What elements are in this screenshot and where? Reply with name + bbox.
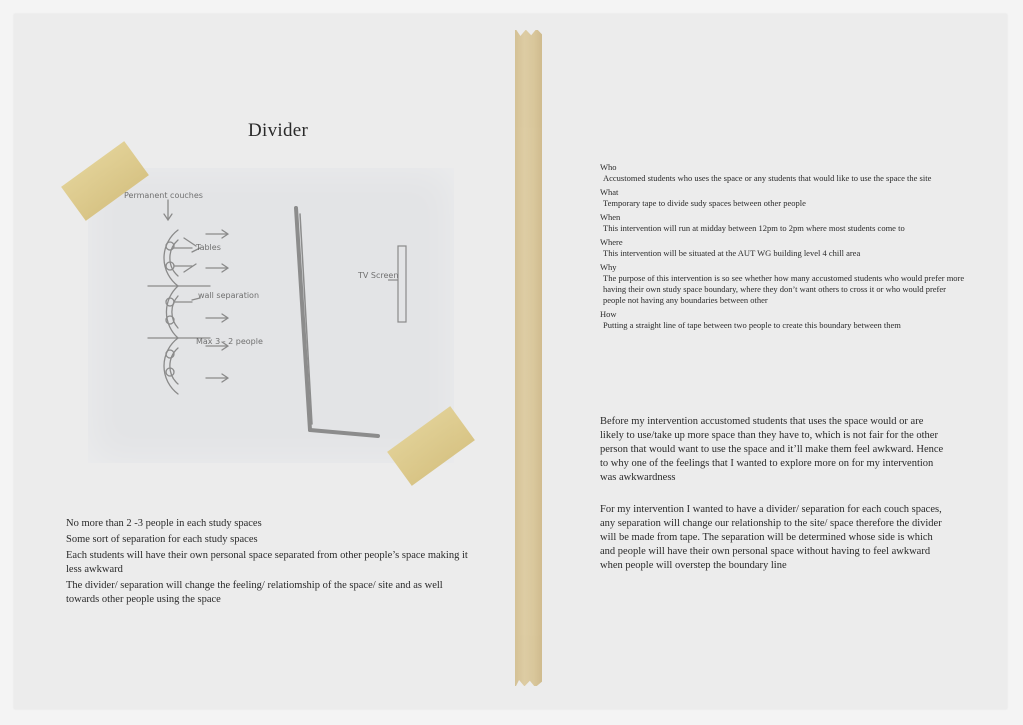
qa-question-where: Where (600, 237, 623, 247)
sketch-label-couches: Permanent couches (124, 191, 203, 200)
sketch-label-wall: wall separation (198, 291, 260, 300)
qa-question-how: How (600, 309, 617, 319)
qa-question-what: What (600, 187, 619, 197)
notes-list (66, 517, 476, 609)
qa-question-when: When (600, 212, 621, 222)
floorplan-sketch (88, 168, 454, 463)
paragraph-intervention: For my intervention I wanted to have a divider/ separation for each couch spaces, any separation will change our relationship to the site/ space therefore the divider will be made from tape. The separation will be determined whose side is which and people will have their own personal space without having to feel awkward when people will overstep the boundary line (600, 504, 942, 571)
note-item: Each students will have their own personal space separated from other people’s space making it less awkward (66, 550, 468, 575)
qa-answer-where: This intervention will be situated at the AUT WG building level 4 chill area (603, 248, 861, 258)
note-item: Some sort of separation for each study spaces (66, 534, 258, 545)
sketch-label-tv: TV Screen (358, 271, 399, 280)
paragraph-before-intervention: Before my intervention accustomed students that uses the space would or are likely to use/take up more space than they have to, which is not fair for the other person that would want to use the space and it’ll make them feel awkward. Hence to why one of the feelings that I wanted to explore more on for my intervention was awkwardness (600, 416, 944, 483)
qa-answer-how: Putting a straight line of tape between two people to create this boundary between them (603, 320, 901, 330)
sketch-label-max: Max 3 - 2 people (196, 337, 263, 346)
qa-answer-why: The purpose of this intervention is so see whether how many accustomed students who would prefer more having their own study space boundary, where they don’t want others to cross it or who would prefer people not having any boundaries between other (603, 273, 965, 305)
note-item: No more than 2 -3 people in each study spaces (66, 518, 262, 529)
page-title: Divider (248, 120, 309, 141)
qa-question-why: Why (600, 262, 617, 272)
intervention-qa (600, 159, 970, 334)
qa-question-who: Who (600, 162, 617, 172)
qa-answer-who: Accustomed students who uses the space or any students that would like to use the space the site (603, 173, 932, 183)
masking-tape-strip (515, 30, 542, 686)
sketch-label-tables: Tables (196, 243, 221, 252)
qa-answer-when: This intervention will run at midday between 12pm to 2pm where most students come to (603, 223, 905, 233)
sketch-photo (88, 168, 454, 463)
note-item: The divider/ separation will change the feeling/ relatiomship of the space/ site and as well towards other people using the space (66, 580, 443, 605)
qa-answer-what: Temporary tape to divide sudy spaces between other people (603, 198, 806, 208)
